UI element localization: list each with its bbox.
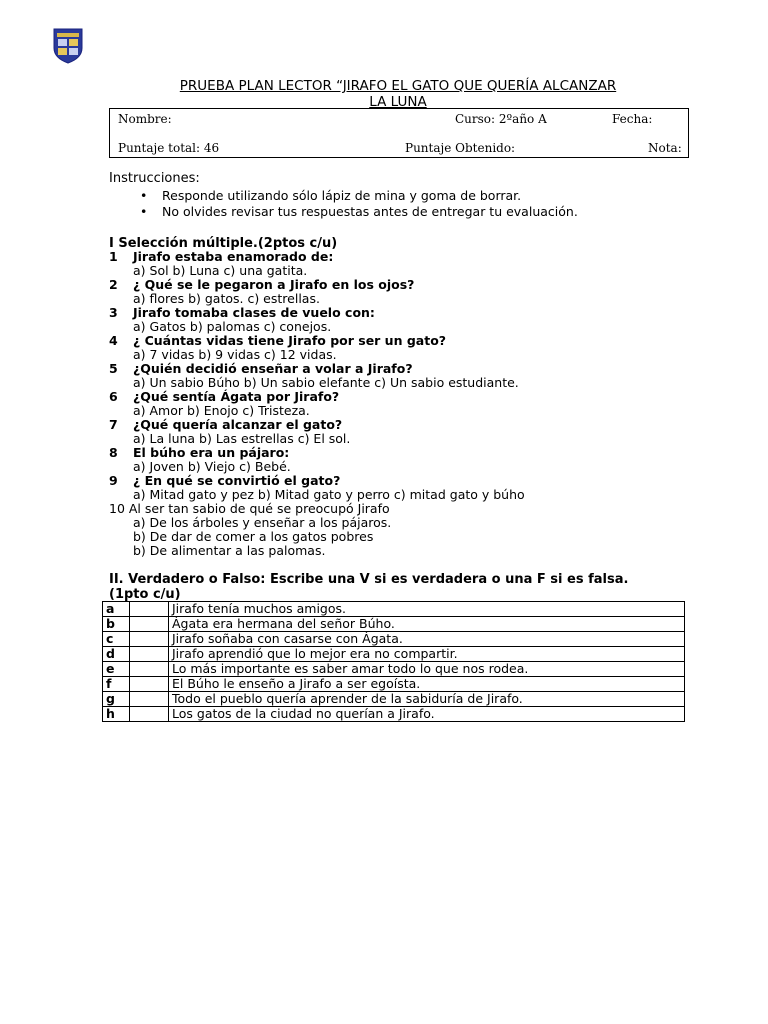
question-3 bbox=[109, 306, 525, 334]
question-stem: ¿ Qué se le pegaron a Jirafo en los ojos? bbox=[133, 277, 415, 292]
table-row bbox=[103, 647, 685, 662]
question-options: a) 7 vidas b) 9 vidas c) 12 vidas. bbox=[133, 347, 337, 362]
table-row bbox=[103, 617, 685, 632]
question-options: a) Mitad gato y pez b) Mitad gato y perro c) mitad gato y búho bbox=[133, 487, 525, 502]
question-stem: ¿Qué sentía Ágata por Jirafo? bbox=[133, 389, 340, 404]
name-label: Nombre: bbox=[118, 112, 172, 126]
true-false-table bbox=[102, 601, 685, 722]
answer-cell[interactable] bbox=[130, 632, 169, 647]
row-letter: g bbox=[103, 692, 130, 707]
question-stem: ¿ En qué se convirtió el gato? bbox=[133, 473, 341, 488]
answer-cell[interactable] bbox=[130, 662, 169, 677]
question-option: b) De alimentar a las palomas. bbox=[133, 543, 326, 558]
question-stem: Jirafo estaba enamorado de: bbox=[133, 249, 334, 264]
row-letter: c bbox=[103, 632, 130, 647]
question-stem: ¿Qué quería alcanzar el gato? bbox=[133, 417, 343, 432]
statement-text: El Búho le enseño a Jirafo a ser egoísta. bbox=[169, 677, 685, 692]
question-options: a) Un sabio Búho b) Un sabio elefante c) Un sabio estudiante. bbox=[133, 375, 519, 390]
course-label: Curso: 2ºaño A bbox=[455, 112, 547, 126]
obtained-score-label: Puntaje Obtenido: bbox=[405, 141, 516, 155]
table-row bbox=[103, 692, 685, 707]
row-letter: f bbox=[103, 677, 130, 692]
row-letter: d bbox=[103, 647, 130, 662]
question-8 bbox=[109, 446, 525, 474]
question-number: 8 bbox=[109, 445, 118, 460]
row-letter: a bbox=[103, 602, 130, 617]
question-7 bbox=[109, 418, 525, 446]
question-options: a) Sol b) Luna c) una gatita. bbox=[133, 263, 308, 278]
date-label: Fecha: bbox=[612, 112, 653, 126]
multiple-choice-list bbox=[109, 250, 525, 558]
question-options: a) Gatos b) palomas c) conejos. bbox=[133, 319, 332, 334]
statement-text: Jirafo soñaba con casarse con Ágata. bbox=[169, 632, 685, 647]
answer-cell[interactable] bbox=[130, 647, 169, 662]
test-title bbox=[108, 78, 688, 110]
instruction-item: • No olvides revisar tus respuestas antes de entregar tu evaluación. bbox=[140, 204, 578, 220]
student-info-box bbox=[109, 108, 689, 158]
table-row bbox=[103, 677, 685, 692]
question-10 bbox=[109, 502, 525, 558]
row-letter: b bbox=[103, 617, 130, 632]
answer-cell[interactable] bbox=[130, 677, 169, 692]
question-number: 2 bbox=[109, 277, 118, 292]
question-number: 3 bbox=[109, 305, 118, 320]
title-line-2: LA LUNA bbox=[369, 94, 427, 110]
question-1 bbox=[109, 250, 525, 278]
answer-cell[interactable] bbox=[130, 707, 169, 722]
question-9 bbox=[109, 474, 525, 502]
question-number: 6 bbox=[109, 389, 118, 404]
question-number: 9 bbox=[109, 473, 118, 488]
answer-cell[interactable] bbox=[130, 692, 169, 707]
question-options: a) Amor b) Enojo c) Tristeza. bbox=[133, 403, 310, 418]
row-letter: e bbox=[103, 662, 130, 677]
section-2-heading bbox=[109, 572, 628, 602]
question-stem: 10 Al ser tan sabio de qué se preocupó Jirafo bbox=[109, 501, 390, 516]
section-2-heading-line-1: II. Verdadero o Falso: Escribe una V si es verdadera o una F si es falsa. bbox=[109, 572, 629, 587]
statement-text: Jirafo tenía muchos amigos. bbox=[169, 602, 685, 617]
question-number: 5 bbox=[109, 361, 118, 376]
question-6 bbox=[109, 390, 525, 418]
statement-text: Lo más importante es saber amar todo lo que nos rodea. bbox=[169, 662, 685, 677]
statement-text: Los gatos de la ciudad no querían a Jirafo. bbox=[169, 707, 685, 722]
question-stem: ¿ Cuántas vidas tiene Jirafo por ser un gato? bbox=[133, 333, 447, 348]
instruction-item: • Responde utilizando sólo lápiz de mina y goma de borrar. bbox=[140, 188, 578, 204]
statement-text: Todo el pueblo quería aprender de la sabiduría de Jirafo. bbox=[169, 692, 685, 707]
grade-label: Nota: bbox=[648, 141, 682, 155]
question-2 bbox=[109, 278, 525, 306]
question-5 bbox=[109, 362, 525, 390]
instructions-heading: Instrucciones: bbox=[109, 171, 200, 186]
answer-cell[interactable] bbox=[130, 617, 169, 632]
question-stem: Jirafo tomaba clases de vuelo con: bbox=[133, 305, 375, 320]
statement-text: Ágata era hermana del señor Búho. bbox=[169, 617, 685, 632]
table-row bbox=[103, 602, 685, 617]
title-line-1: PRUEBA PLAN LECTOR “JIRAFO EL GATO QUE QUERÍA ALCANZAR bbox=[179, 78, 617, 94]
question-options: a) Joven b) Viejo c) Bebé. bbox=[133, 459, 291, 474]
total-score-label: Puntaje total: 46 bbox=[118, 141, 220, 155]
table-row bbox=[103, 632, 685, 647]
question-option: a) De los árboles y enseñar a los pájaros. bbox=[133, 515, 392, 530]
question-number: 4 bbox=[109, 333, 118, 348]
answer-cell[interactable] bbox=[130, 602, 169, 617]
section-1-heading: I Selección múltiple.(2ptos c/u) bbox=[109, 236, 338, 251]
question-4 bbox=[109, 334, 525, 362]
question-options: a) La luna b) Las estrellas c) El sol. bbox=[133, 431, 351, 446]
question-number: 1 bbox=[109, 249, 118, 264]
question-stem: ¿Quién decidió enseñar a volar a Jirafo? bbox=[133, 361, 413, 376]
statement-text: Jirafo aprendió que lo mejor era no compartir. bbox=[169, 647, 685, 662]
school-crest-logo bbox=[52, 26, 84, 64]
question-options: a) flores b) gatos. c) estrellas. bbox=[133, 291, 320, 306]
section-2-heading-line-2: (1pto c/u) bbox=[109, 587, 181, 602]
instructions-list bbox=[140, 188, 578, 220]
question-number: 7 bbox=[109, 417, 118, 432]
table-row bbox=[103, 707, 685, 722]
question-stem: El búho era un pájaro: bbox=[133, 445, 290, 460]
table-row bbox=[103, 662, 685, 677]
row-letter: h bbox=[103, 707, 130, 722]
question-option: b) De dar de comer a los gatos pobres bbox=[133, 529, 374, 544]
